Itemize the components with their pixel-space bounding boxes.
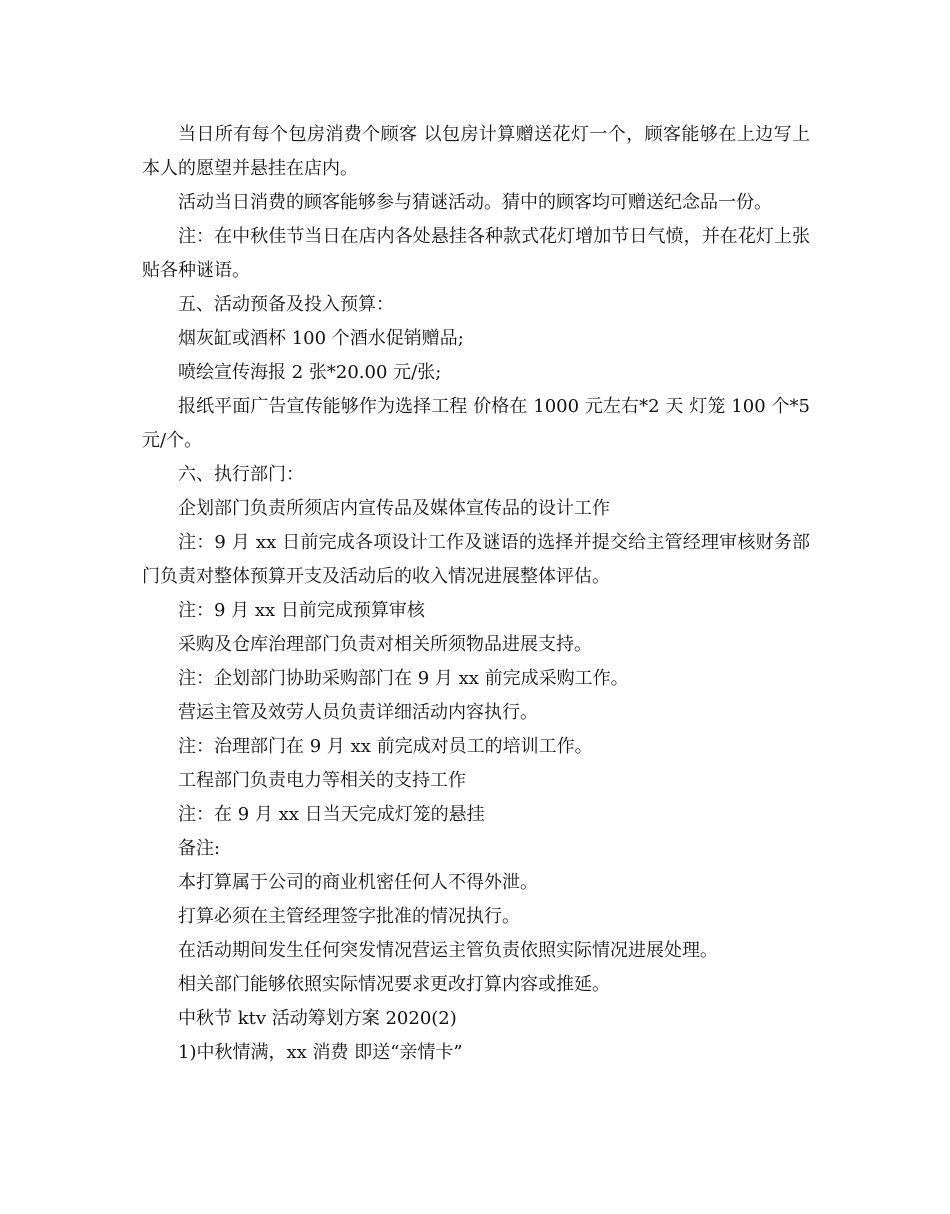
paragraph: 注：9 月 xx 日前完成各项设计工作及谜语的选择并提交给主管经理审核财务部门负责对整体预算开支及活动后的收入情况进展整体评估。 <box>142 532 810 587</box>
paragraph: 活动当日消费的顾客能够参与猜谜活动。猜中的顾客均可赠送纪念品一份。 <box>178 192 772 213</box>
paragraph: 打算必须在主管经理签字批准的情况执行。 <box>178 906 520 927</box>
section-heading: 备注: <box>178 838 221 859</box>
paragraph: 注：在 9 月 xx 日当天完成灯笼的悬挂 <box>178 804 485 825</box>
paragraph: 1)中秋情满，xx 消费 即送“亲情卡” <box>178 1042 463 1063</box>
paragraph: 企划部门负责所须店内宣传品及媒体宣传品的设计工作 <box>178 498 610 519</box>
paragraph: 在活动期间发生任何突发情况营运主管负责依照实际情况进展处理。 <box>178 940 718 961</box>
paragraph: 相关部门能够依照实际情况要求更改打算内容或推延。 <box>178 974 610 995</box>
paragraph: 报纸平面广告宣传能够作为选择工程 价格在 1000 元左右*2 天 灯笼 100 个*5 元/个。 <box>142 396 810 451</box>
section-heading: 五、活动预备及投入预算： <box>178 294 394 315</box>
paragraph: 营运主管及效劳人员负责详细活动内容执行。 <box>178 702 538 723</box>
paragraph: 注：企划部门协助采购部门在 9 月 xx 前完成采购工作。 <box>178 668 629 689</box>
paragraph: 烟灰缸或酒杯 100 个酒水促销赠品; <box>178 328 464 349</box>
paragraph: 当日所有每个包房消费个顾客 以包房计算赠送花灯一个，顾客能够在上边写上本人的愿望并悬挂在店内。 <box>142 124 810 179</box>
document-body <box>142 118 810 1070</box>
paragraph: 采购及仓库治理部门负责对相关所须物品进展支持。 <box>178 634 592 655</box>
paragraph: 注：9 月 xx 日前完成预算审核 <box>178 600 425 621</box>
section-heading: 六、执行部门： <box>178 464 304 485</box>
paragraph: 工程部门负责电力等相关的支持工作 <box>178 770 466 791</box>
paragraph: 注：在中秋佳节当日在店内各处悬挂各种款式花灯增加节日气愤，并在花灯上张贴各种谜语。 <box>142 226 810 281</box>
paragraph: 本打算属于公司的商业机密任何人不得外泄。 <box>178 872 538 893</box>
paragraph: 注：治理部门在 9 月 xx 前完成对员工的培训工作。 <box>178 736 593 757</box>
section-heading: 中秋节 ktv 活动筹划方案 2020(2) <box>178 1008 457 1029</box>
paragraph: 喷绘宣传海报 2 张*20.00 元/张; <box>178 362 442 383</box>
